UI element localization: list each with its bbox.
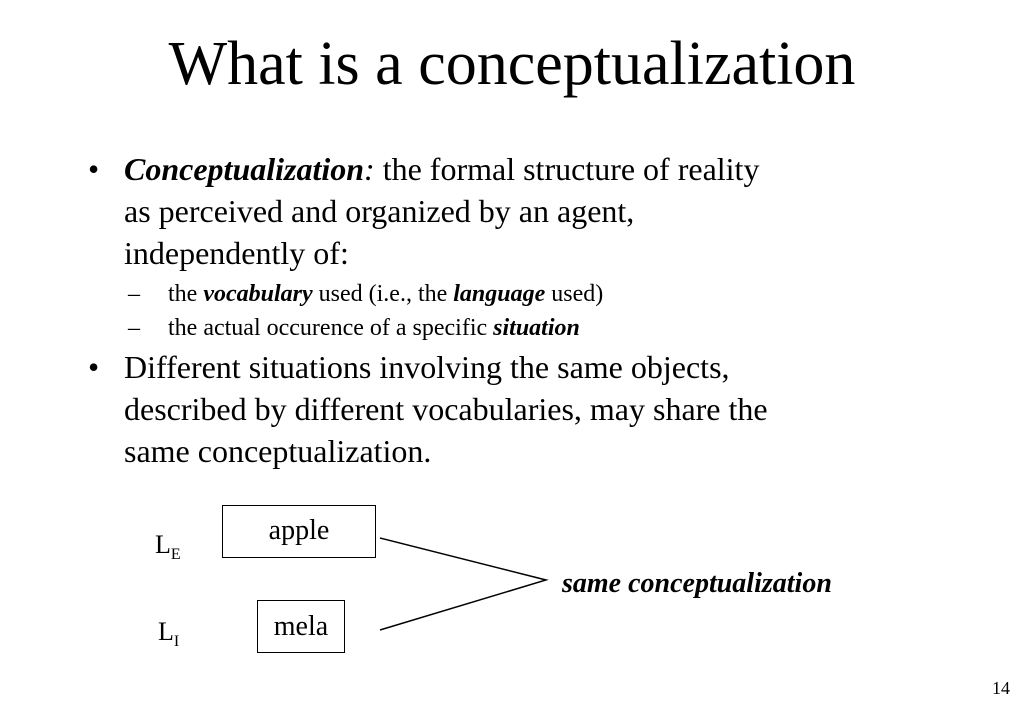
sub-bullet-marker: – [128, 281, 140, 307]
bullet-line: Different situations involving the same objects, [124, 349, 730, 385]
bullet-line: same conceptualization. [124, 433, 432, 469]
sub-bullet-vocabulary [128, 278, 828, 310]
language-label-english [155, 530, 181, 564]
term-conceptualization: Conceptualization [124, 151, 365, 187]
bullet-line [124, 148, 759, 190]
term-vocabulary: vocabulary [203, 281, 313, 307]
label-subscript: E [170, 546, 181, 563]
text-segment: the [168, 281, 204, 307]
bullet-line: independently of: [124, 235, 349, 271]
sub-bullet-situation [128, 312, 828, 344]
label-base: L [155, 530, 171, 559]
bullet-line: described by different vocabularies, may share the [124, 391, 768, 427]
text-segment: used (i.e., the [312, 281, 454, 307]
term-language: language [453, 281, 546, 307]
bullet-marker: • [88, 151, 100, 187]
term-situation: situation [493, 315, 580, 341]
bullet-line: as perceived and organized by an agent, [124, 193, 635, 229]
text-segment: the actual occurence of a specific [168, 315, 494, 341]
same-conceptualization-label: same conceptualization [562, 568, 832, 599]
bullet-text [124, 148, 759, 274]
connector-line [380, 538, 546, 630]
word-mela: mela [273, 611, 329, 642]
term-colon: : [364, 151, 375, 187]
bullet-marker: • [88, 349, 100, 385]
bullet-shared-conceptualization [88, 346, 988, 472]
definition-text: the formal structure of reality [374, 151, 760, 187]
sub-bullet-marker: – [128, 315, 140, 341]
word-apple: apple [268, 515, 330, 546]
text-segment: used) [545, 281, 604, 307]
bullet-conceptualization-definition [88, 148, 988, 274]
word-box-apple [222, 505, 376, 558]
label-subscript: I [173, 633, 180, 650]
word-box-mela [257, 600, 345, 653]
sub-bullet-text [168, 312, 580, 344]
page-number: 14 [992, 678, 1010, 698]
slide-title: What is a conceptualization [168, 30, 856, 98]
bullet-text [124, 346, 768, 472]
language-label-italian [158, 617, 179, 651]
label-base: L [158, 617, 174, 646]
sub-bullet-text [168, 278, 603, 310]
